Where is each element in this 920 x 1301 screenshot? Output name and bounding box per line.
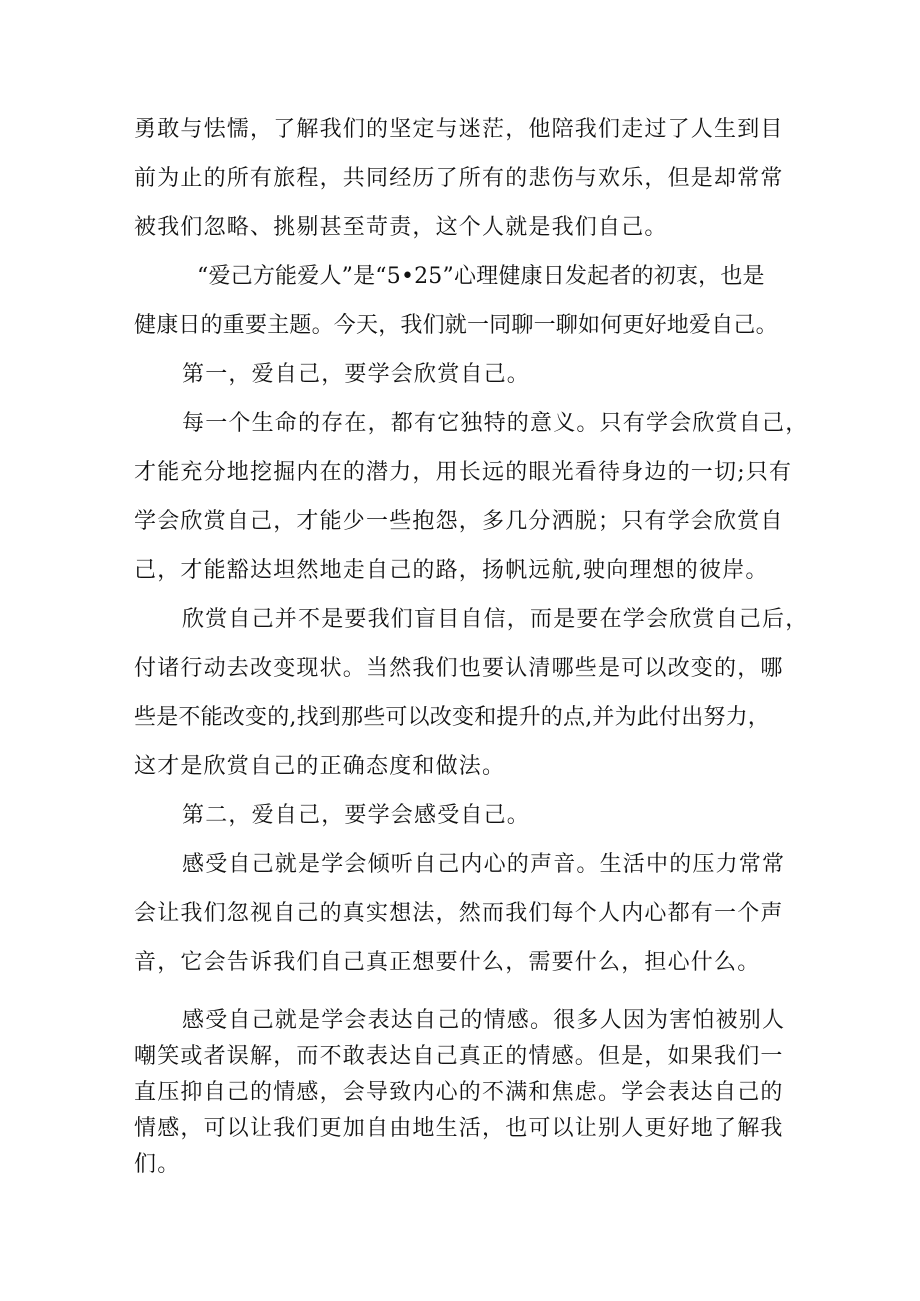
text-line: 被我们忽略、挑剔甚至苛责，这个人就是我们自己。: [134, 215, 668, 240]
text-line: 学会欣赏自己，才能少一些抱怨，多几分洒脱；只有学会欣赏自: [134, 509, 784, 534]
text-line: 欣赏自己并不是要我们盲目自信，而是要在学会欣赏自己后，: [182, 607, 809, 632]
text-line: 些是不能改变的,找到那些可以改变和提升的点,并为此付出努力，: [134, 705, 770, 730]
text-line: 们。: [134, 1152, 181, 1177]
text-line: 健康日的重要主题。今天，我们就一同聊一聊如何更好地爱自己。: [134, 313, 778, 338]
text-line: 才能充分地挖掘内在的潜力，用长远的眼光看待身边的一切;只有: [134, 460, 793, 485]
text-line: 勇敢与怯懦，了解我们的坚定与迷茫，他陪我们走过了人生到目: [134, 117, 784, 142]
text-line: “爱己方能爱人”是“5•25”心理健康日发起者的初衷，也是: [197, 264, 765, 289]
text-line: 己，才能豁达坦然地走自己的路，扬帆远航,驶向理想的彼岸。: [134, 558, 769, 583]
text-line: 直压抑自己的情感，会导致内心的不满和焦虑。学会表达自己的: [134, 1080, 784, 1105]
text-line: 嘲笑或者误解，而不敢表达自己真正的情感。但是，如果我们一: [134, 1044, 784, 1069]
text-line: 这才是欣赏自己的正确态度和做法。: [134, 754, 506, 779]
text-line: 感受自己就是学会表达自己的情感。很多人因为害怕被别人: [182, 1008, 786, 1033]
text-line: 付诸行动去改变现状。当然我们也要认清哪些是可以改变的，哪: [134, 656, 784, 681]
section-heading-appreciate: 第一，爱自己，要学会欣赏自己。: [182, 362, 531, 387]
text-line: 感受自己就是学会倾听自己内心的声音。生活中的压力常常: [182, 852, 786, 877]
text-line: 每一个生命的存在，都有它独特的意义。只有学会欣赏自己，: [182, 411, 809, 436]
text-line: 音，它会告诉我们自己真正想要什么，需要什么，担心什么。: [134, 950, 761, 975]
section-heading-feel: 第二，爱自己，要学会感受自己。: [182, 803, 531, 828]
text-line: 会让我们忽视自己的真实想法，然而我们每个人内心都有一个声: [134, 901, 784, 926]
text-line: 情感，可以让我们更加自由地生活，也可以让别人更好地了解我: [134, 1116, 784, 1141]
text-line: 前为止的所有旅程，共同经历了所有的悲伤与欢乐，但是却常常: [134, 166, 784, 191]
